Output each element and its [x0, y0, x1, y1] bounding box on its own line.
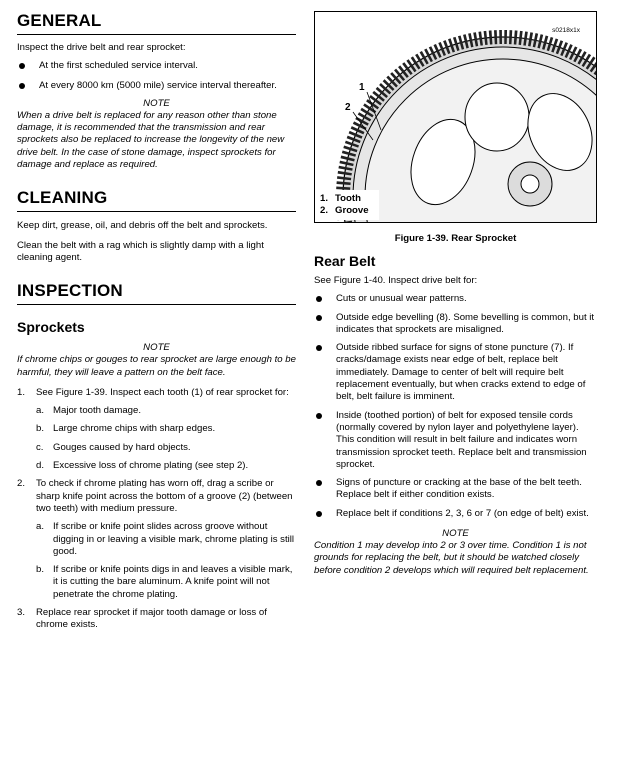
sprockets-note: If chrome chips or gouges to rear sprocket are large enough to be harmful, they will leave a pattern on the belt face.: [17, 354, 296, 378]
legend-item: 1. Tooth: [320, 193, 361, 204]
step-2b: b. If scribe or knife points digs in and leaves a visible mark, it is cutting the bare aluminum. A knife point will not penetrate the chrome plating.: [36, 564, 293, 600]
bullet-dot: [316, 480, 322, 486]
general-bullet: At every 8000 km (5000 mile) service interval thereafter.: [17, 80, 296, 92]
bullet-dot: [316, 345, 322, 351]
sprocket-hub-bore: [521, 175, 539, 193]
rear-belt-intro: See Figure 1-40. Inspect drive belt for:: [314, 275, 478, 286]
bullet-dot: [19, 83, 25, 89]
rear-sprocket-figure: [314, 11, 597, 223]
general-intro: Inspect the drive belt and rear sprocket:: [17, 42, 186, 53]
step-1a: a. Major tooth damage.: [36, 405, 141, 417]
cleaning-p2: Clean the belt with a rag which is slightly damp with a light cleaning agent.: [17, 239, 264, 263]
general-note-title: NOTE: [143, 97, 170, 109]
rear-belt-bullet: Cuts or unusual wear patterns.: [314, 293, 597, 305]
step-1: 1. See Figure 1-39. Inspect each tooth (1) of rear sprocket for:: [17, 386, 289, 398]
step-1b: b. Large chrome chips with sharp edges.: [36, 423, 216, 435]
step-2: 2. To check if chrome plating has worn off, drag a scribe or sharp knife point across the bottom of a groove (2) (between two teeth) with medium pressure.: [17, 478, 293, 514]
rear-belt-bullet: Replace belt if conditions 2, 3, 6 or 7 (on edge of belt) exist.: [314, 508, 597, 520]
rear-belt-bullet: Outside ribbed surface for signs of stone puncture (7). If cracks/damage exists near edge of belt, replace belt immediately. Damage to center of belt will require belt replacement eventually, but when cracks extend to edge of belt, belt failure is imminent.: [314, 342, 597, 403]
rear-belt-note-title: NOTE: [442, 528, 469, 540]
figure-legend: [320, 193, 369, 217]
step-2a: a. If scribe or knife point slides across groove without digging in or leaving a visible mark, chrome plating is still good.: [36, 521, 295, 557]
step-1c: c. Gouges caused by hard objects.: [36, 441, 191, 453]
right-column: [314, 253, 597, 577]
figure-id: s0218x1x: [552, 27, 580, 34]
general-heading: GENERAL: [17, 11, 102, 30]
inspection-heading: INSPECTION: [17, 281, 123, 301]
general-bullet: At the first scheduled service interval.: [17, 60, 296, 72]
sprocket-cutout: [465, 83, 529, 151]
step-3: 3. Replace rear sprocket if major tooth damage or loss of chrome exists.: [17, 607, 267, 631]
left-column: [17, 0, 296, 632]
general-note: When a drive belt is replaced for any reason other than stone damage, it is recommended that the transmission and rear sprockets also be replaced to increase the longevity of the new drive belt. In the case of stone damage, inspect sprockets for damage and replace as required.: [17, 109, 285, 171]
cleaning-p1: Keep dirt, grease, oil, and debris off the belt and sprockets.: [17, 220, 268, 232]
bullet-dot: [316, 315, 322, 321]
rear-belt-bullet: Outside edge bevelling (8). Some bevelling is common, but it indicates that sprockets are misaligned.: [314, 312, 597, 337]
cleaning-heading: CLEANING: [17, 188, 108, 208]
rear-belt-bullet: Signs of puncture or cracking at the base of the belt teeth. Replace belt if either condition exists.: [314, 477, 597, 502]
sprockets-note-title: NOTE: [143, 342, 170, 354]
callout-1: 1: [359, 82, 365, 93]
step-1d: d. Excessive loss of chrome plating (see step 2).: [36, 460, 249, 472]
rear-belt-bullet: Inside (toothed portion) of belt for exposed tensile cords (normally covered by nylon layer and polyethylene layer). This condition will result in belt failure and indicates worn transmission sprocket teeth. Replace belt and transmission sprocket.: [314, 410, 597, 471]
callout-2: 2: [345, 102, 351, 113]
sprockets-heading: Sprockets: [17, 319, 85, 336]
bullet-dot: [316, 296, 322, 302]
bullet-dot: [19, 63, 25, 69]
bullet-dot: [316, 511, 322, 517]
bullet-dot: [316, 413, 322, 419]
rear-belt-note: Condition 1 may develop into 2 or 3 over time. Condition 1 is not grounds for replacing the belt, but it should be watched closely before condition 2 develops which will required belt replacement.: [314, 540, 589, 576]
sprocket-drawing: [315, 12, 597, 223]
rear-belt-heading: Rear Belt: [314, 253, 376, 269]
figure-caption: Figure 1-39. Rear Sprocket: [394, 233, 517, 244]
legend-item: 2. Groove: [320, 205, 369, 216]
